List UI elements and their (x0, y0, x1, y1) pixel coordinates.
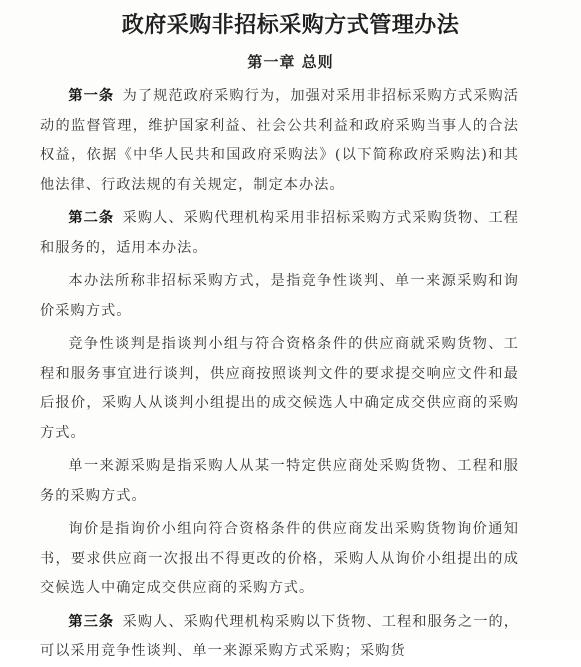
document-title: 政府采购非招标采购方式管理办法 (121, 12, 460, 38)
paragraph-text: 竞争性谈判是指谈判小组与符合资格条件的供应商就采购货物、工程和服务事宜进行谈判，供应商按照谈判文件的要求提交响应文件和最后报价，采购人从谈判小组提出的成交候选人中确定成交供应商的采购方式。 (40, 336, 519, 441)
paragraph-text: 本办法所称非招标采购方式，是指竞争性谈判、单一来源采购和询价采购方式。 (40, 273, 519, 319)
article-number: 第三条 (68, 613, 115, 630)
article-number: 第一条 (68, 88, 115, 104)
paragraph-single-source (40, 452, 519, 511)
paragraph-definition (40, 267, 519, 326)
chapter-heading: 第一章 总则 (247, 53, 334, 71)
paragraph-inquiry (40, 515, 519, 604)
article-number: 第二条 (68, 210, 115, 226)
paragraph-text: 为了规范政府采购行为，加强对采用非招标采购方式采购活动的监督管理，维护国家利益、社会公共利益和政府采购当事人的合法权益，依据《中华人民共和国政府采购法》(以下简称政府采购法)和其他法律、行政法规的有关规定，制定本办法。 (40, 88, 519, 193)
paragraph-text: 单一来源采购是指采购人从某一特定供应商处采购货物、工程和服务的采购方式。 (40, 458, 519, 504)
paragraph-article-2 (40, 204, 519, 263)
paragraph-text: 采购人、采购代理机构采用非招标采购方式采购货物、工程和服务的，适用本办法。 (40, 210, 519, 256)
paragraph-text: 采购人、采购代理机构采购以下货物、工程和服务之一的，可以采用竞争性谈判、单一来源采购方式采购；采购货 (40, 613, 519, 659)
paragraph-text: 询价是指询价小组向符合资格条件的供应商发出采购货物询价通知书，要求供应商一次报出不得更改的价格，采购人从询价小组提出的成交候选人中确定成交供应商的采购方式。 (40, 521, 519, 596)
paragraph-article-3 (40, 608, 519, 667)
paragraph-competitive-negotiation (40, 330, 519, 448)
paragraph-article-1 (40, 82, 519, 200)
